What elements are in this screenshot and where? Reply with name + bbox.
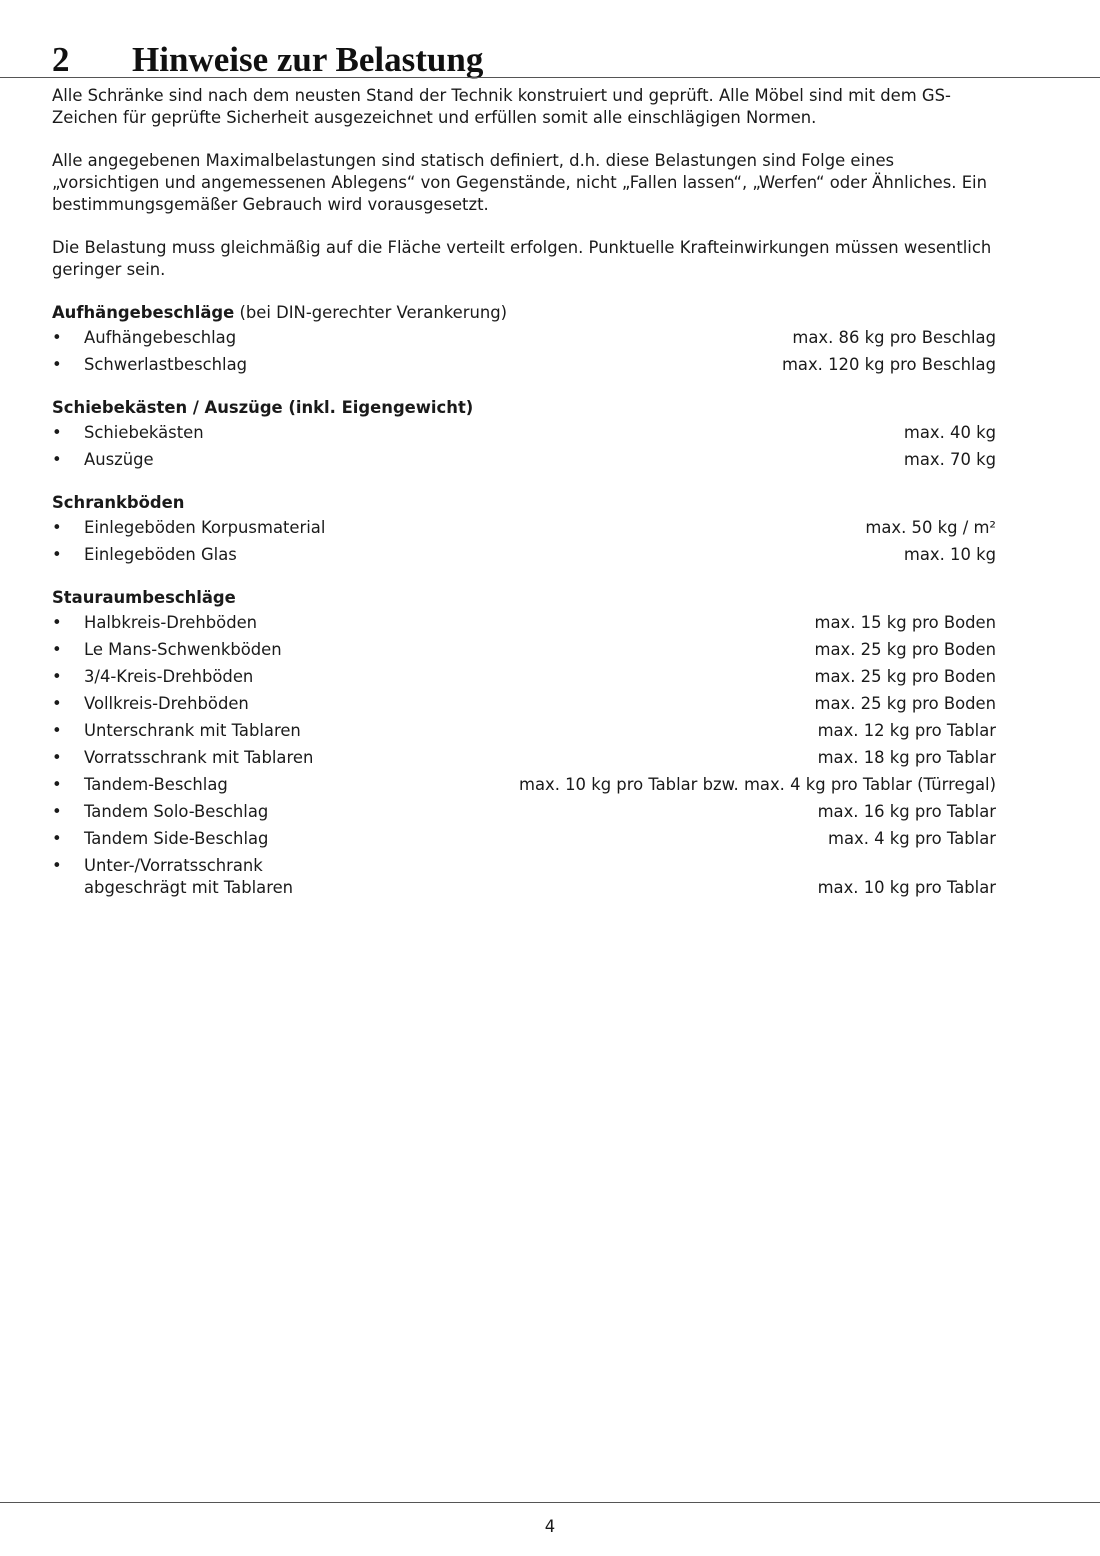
bullet-icon: • <box>52 856 62 875</box>
item-label: 3/4-Kreis-Drehböden <box>84 667 254 686</box>
list-item <box>52 517 996 539</box>
item-label: Einlegeböden Glas <box>84 545 237 564</box>
bullet-icon: • <box>52 748 62 767</box>
section-schrankboeden <box>52 492 996 566</box>
list-item <box>52 801 996 823</box>
bullet-icon: • <box>52 721 62 740</box>
section-aufhaengebeschlaege <box>52 302 996 376</box>
item-value: max. 10 kg pro Tablar <box>817 878 996 897</box>
load-definition-paragraph: Alle angegebenen Maximalbelastungen sind statisch definiert, d.h. diese Belastungen sind Folge eines „vorsichtigen und angemessenen Ablegens“ von Gegenstände, nicht „Fallen lassen“, „Werfen“ oder Ähnliches. Ein bestimmungsgemäßer Gebrauch wird vorausgesetzt. <box>52 151 987 214</box>
list-item <box>52 693 996 715</box>
list-item <box>52 774 996 796</box>
item-label: Halbkreis-Drehböden <box>84 613 258 632</box>
item-label: Schwerlastbeschlag <box>84 355 248 374</box>
item-value: max. 10 kg <box>903 545 996 564</box>
item-value: max. 15 kg pro Boden <box>814 613 996 632</box>
bullet-icon: • <box>52 545 62 564</box>
item-value: max. 86 kg pro Beschlag <box>792 328 996 347</box>
item-value: max. 4 kg pro Tablar <box>828 829 996 848</box>
list-item <box>52 828 996 850</box>
item-label: Einlegeböden Korpusmaterial <box>84 518 326 537</box>
list-item <box>52 666 996 688</box>
chapter-title: Hinweise zur Belastung <box>132 40 484 79</box>
item-label: Unter-/Vorratsschrank abgeschrägt mit Tablaren <box>84 856 294 897</box>
bullet-icon: • <box>52 423 62 442</box>
item-value: max. 40 kg <box>903 423 996 442</box>
chapter-heading <box>52 38 483 82</box>
section-schiebekaesten <box>52 397 996 471</box>
item-value: max. 25 kg pro Boden <box>814 640 996 659</box>
bullet-icon: • <box>52 518 62 537</box>
section-stauraumbeschlaege <box>52 587 996 899</box>
bullet-icon: • <box>52 802 62 821</box>
list-item <box>52 639 996 661</box>
section-heading-title: Stauraumbeschläge <box>52 588 236 607</box>
item-value: max. 10 kg pro Tablar bzw. max. 4 kg pro Tablar (Türregal) <box>519 775 996 794</box>
bullet-icon: • <box>52 667 62 686</box>
page-number: 4 <box>544 1517 556 1536</box>
item-value: max. 25 kg pro Boden <box>814 694 996 713</box>
item-label: Schiebekästen <box>84 423 204 442</box>
item-value: max. 16 kg pro Tablar <box>817 802 996 821</box>
item-label: Auszüge <box>84 450 154 469</box>
item-label: Le Mans-Schwenkböden <box>84 640 282 659</box>
list-item <box>52 747 996 769</box>
bullet-icon: • <box>52 613 62 632</box>
bullet-icon: • <box>52 694 62 713</box>
item-label: Unterschrank mit Tablaren <box>84 721 301 740</box>
item-label: Vollkreis-Drehböden <box>84 694 249 713</box>
item-value: max. 70 kg <box>903 450 996 469</box>
item-label: Aufhängebeschlag <box>84 328 237 347</box>
list-item <box>52 422 996 444</box>
list-item <box>52 449 996 471</box>
item-label: Vorratsschrank mit Tablaren <box>84 748 314 767</box>
item-value: max. 120 kg pro Beschlag <box>781 355 996 374</box>
item-value: max. 50 kg / m² <box>865 518 996 537</box>
item-value: max. 18 kg pro Tablar <box>817 748 996 767</box>
item-value: max. 12 kg pro Tablar <box>817 721 996 740</box>
item-label: Tandem Side-Beschlag <box>84 829 269 848</box>
section-heading-suffix: (bei DIN-gerechter Verankerung) <box>234 303 508 322</box>
bullet-icon: • <box>52 640 62 659</box>
bullet-icon: • <box>52 450 62 469</box>
distribution-paragraph: Die Belastung muss gleichmäßig auf die Fläche verteilt erfolgen. Punktuelle Krafteinwirkungen müssen wesentlich geringer sein. <box>52 238 992 279</box>
list-item <box>52 327 996 349</box>
bullet-icon: • <box>52 775 62 794</box>
bullet-icon: • <box>52 829 62 848</box>
bullet-icon: • <box>52 328 62 347</box>
list-item <box>52 612 996 634</box>
page-content <box>52 85 996 920</box>
list-item <box>52 354 996 376</box>
item-label: Tandem Solo-Beschlag <box>84 802 269 821</box>
item-label: Tandem-Beschlag <box>84 775 228 794</box>
section-heading-title: Schrankböden <box>52 493 185 512</box>
list-item <box>52 855 996 899</box>
section-heading <box>52 492 996 514</box>
section-heading-title: Schiebekästen / Auszüge (inkl. Eigengewicht) <box>52 398 474 417</box>
section-heading <box>52 302 996 324</box>
intro-paragraph: Alle Schränke sind nach dem neusten Stand der Technik konstruiert und geprüft. Alle Möbel sind mit dem GS-Zeichen für geprüfte Sicherheit ausgezeichnet und erfüllen somit alle einschlägigen Normen. <box>52 86 951 127</box>
bullet-icon: • <box>52 355 62 374</box>
chapter-number: 2 <box>52 40 70 79</box>
footer-rule <box>0 1502 1100 1503</box>
header-rule <box>0 77 1100 78</box>
list-item <box>52 720 996 742</box>
list-item <box>52 544 996 566</box>
item-value: max. 25 kg pro Boden <box>814 667 996 686</box>
section-heading <box>52 397 996 419</box>
section-heading <box>52 587 996 609</box>
section-heading-title: Aufhängebeschläge <box>52 303 235 322</box>
